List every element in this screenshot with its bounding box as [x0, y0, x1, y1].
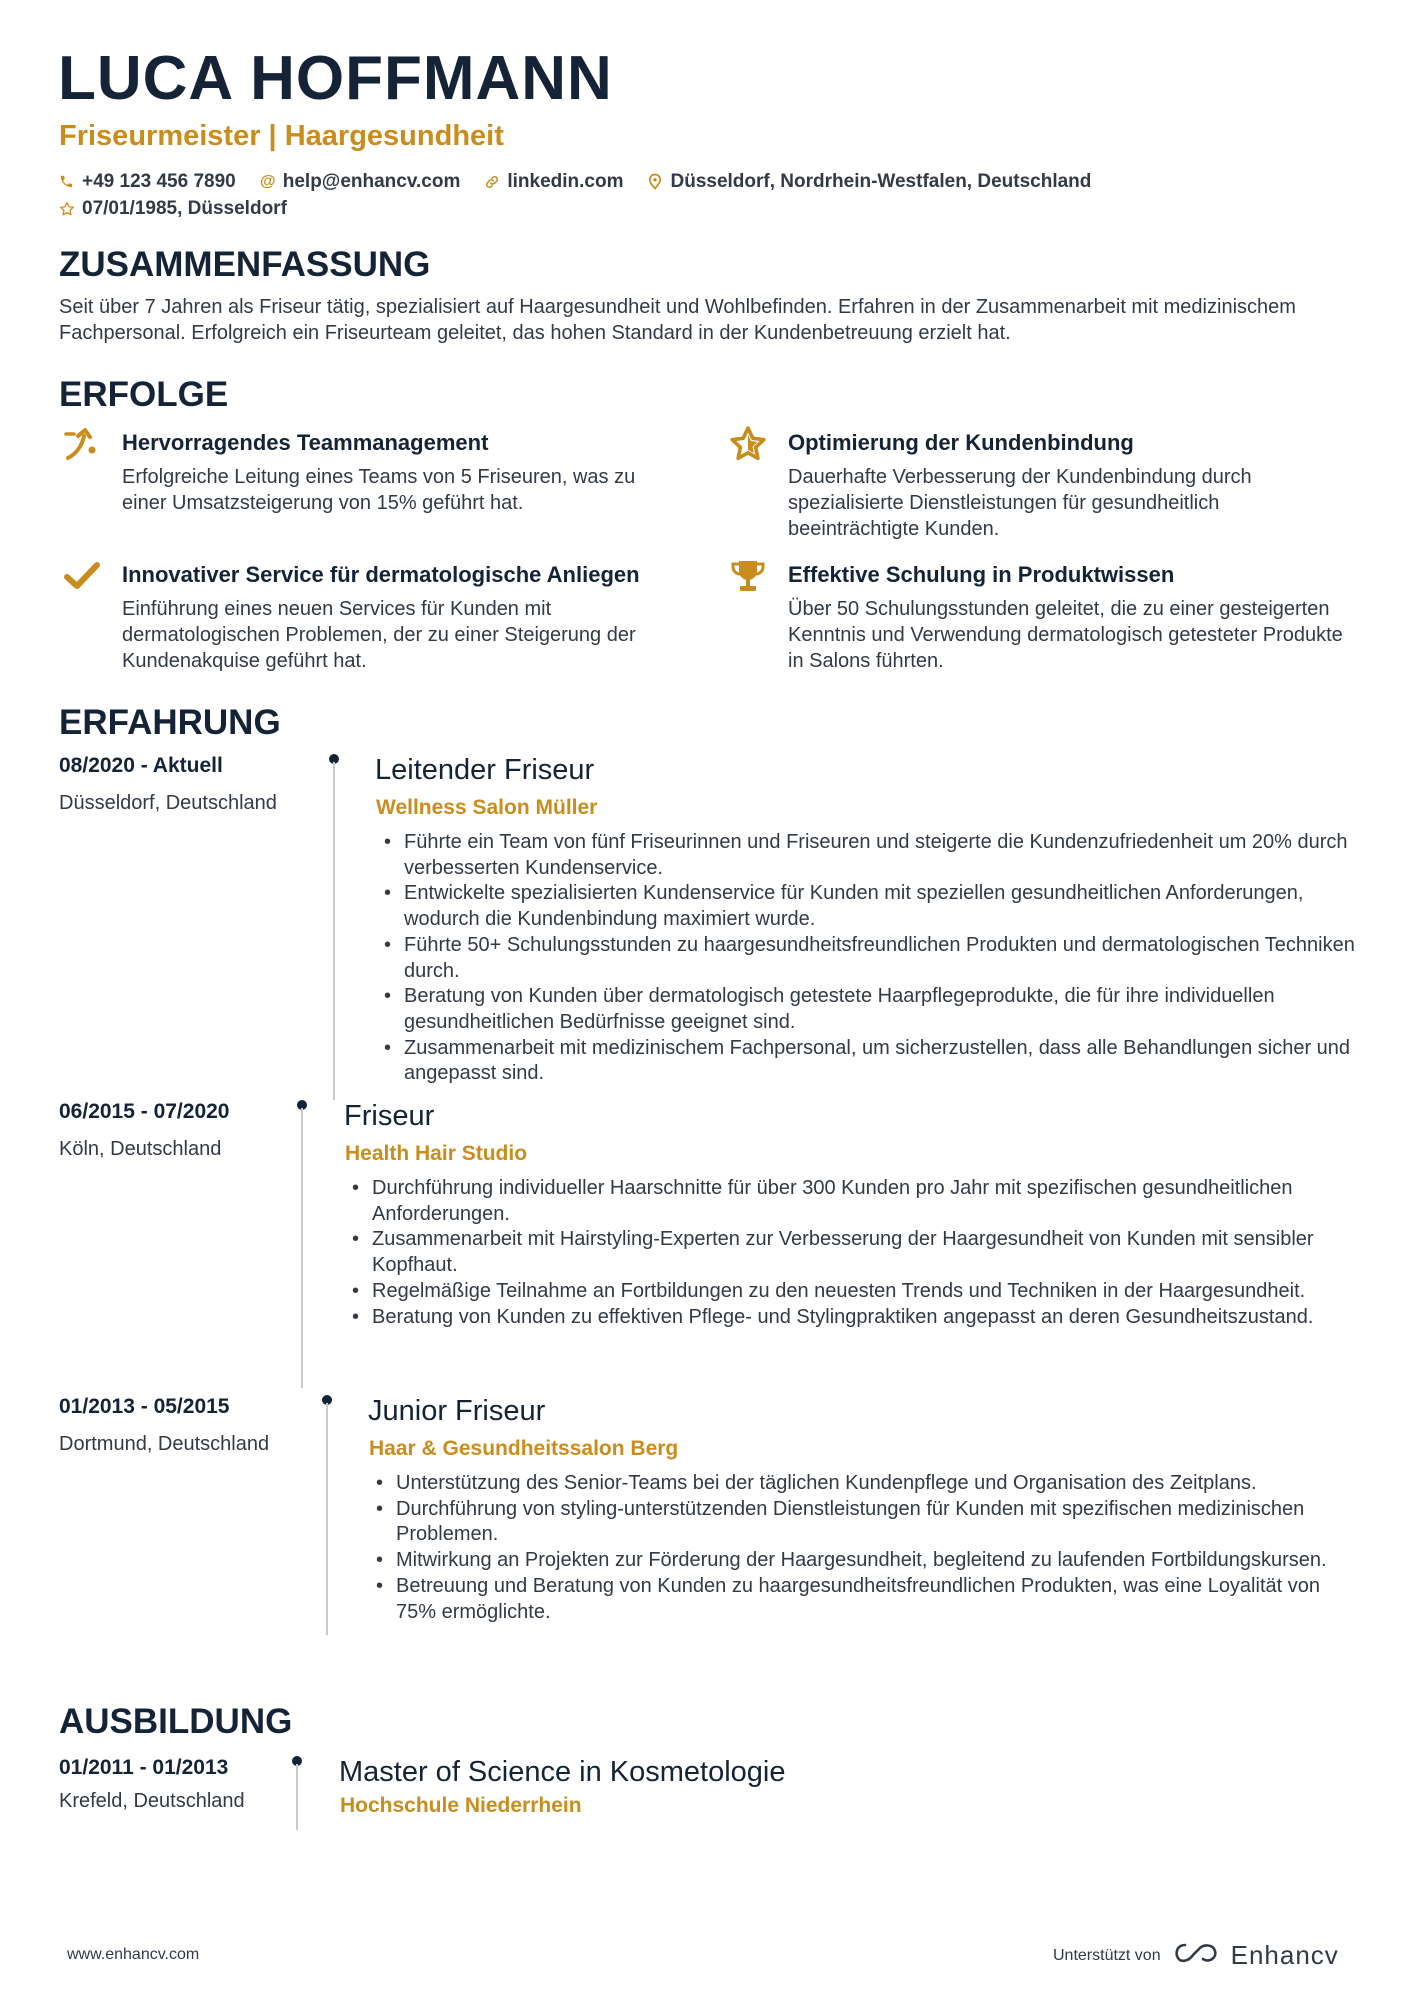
- education-school: Hochschule Niederrhein: [340, 1794, 582, 1817]
- experience-bullets: [376, 830, 1366, 1087]
- phone-icon: [59, 174, 75, 189]
- link-icon: [484, 174, 500, 190]
- powered-by-text: Unterstützt von: [1053, 1946, 1161, 1964]
- location-pin-icon: [648, 173, 664, 190]
- timeline-line: [296, 1764, 298, 1830]
- contact-email[interactable]: [260, 168, 461, 196]
- bullet-item: • Mitwirkung an Projekten zur Förderung der Haargesundheit, begleitend zu laufenden Fortbildungskursen.: [368, 1548, 1358, 1574]
- bullet-item: • Zusammenarbeit mit Hairstyling-Experten zur Verbesserung der Haargesundheit von Kunden mit sensibler Kopfhaut.: [344, 1227, 1354, 1278]
- experience-title: Leitender Friseur: [375, 754, 595, 786]
- candidate-role: Friseurmeister | Haargesundheit: [59, 120, 504, 152]
- achievement-text: Einführung eines neuen Services für Kunden mit dermatologischen Problemen, der zu einer Steigerung der Kundenakquise geführt hat.: [122, 598, 636, 672]
- contact-phone[interactable]: [59, 168, 236, 196]
- achievement-title: Innovativer Service für dermatologische Anliegen: [122, 562, 640, 587]
- contact-linkedin[interactable]: [484, 168, 623, 196]
- education-date: 01/2011 - 01/2013: [59, 1756, 229, 1779]
- achievement-title: Optimierung der Kundenbindung: [788, 430, 1134, 455]
- bullet-item: • Durchführung von styling-unterstützenden Dienstleistungen für Kunden mit spezifischen medizinischen Problemen.: [368, 1497, 1358, 1548]
- footer-website[interactable]: www.enhancv.com: [67, 1946, 200, 1963]
- bullet-item: • Zusammenarbeit mit medizinischem Fachpersonal, um sicherzustellen, dass alle Behandlungen sicher und angepasst sind.: [376, 1036, 1366, 1087]
- birth-text: 07/01/1985, Düsseldorf: [82, 197, 287, 219]
- contact-row-1: [59, 168, 1359, 195]
- enhancv-brand: Enhancv: [1230, 1940, 1339, 1970]
- contact-location: [648, 168, 1092, 196]
- bullet-item: • Beratung von Kunden zu effektiven Pflege- und Stylingpraktiken angepasst an deren Gesundheitszustand.: [344, 1305, 1354, 1331]
- experience-date: 01/2013 - 05/2015: [59, 1395, 230, 1418]
- timeline-line: [301, 1108, 303, 1388]
- education-location: Krefeld, Deutschland: [59, 1790, 245, 1812]
- experience-date: 06/2015 - 07/2020: [59, 1100, 230, 1123]
- contact-birth: [59, 195, 287, 223]
- bullet-item: • Unterstützung des Senior-Teams bei der täglichen Kundenpflege und Organisation des Zeitplans.: [368, 1471, 1358, 1497]
- email-text: help@enhancv.com: [282, 170, 461, 192]
- summary-heading: ZUSAMMENFASSUNG: [59, 245, 431, 284]
- experience-title: Junior Friseur: [368, 1395, 546, 1427]
- experience-location: Düsseldorf, Deutschland: [59, 792, 277, 814]
- education-degree: Master of Science in Kosmetologie: [339, 1756, 786, 1788]
- bullet-item: • Durchführung individueller Haarschnitte für über 300 Kunden pro Jahr mit spezifischen gesundheitlichen Anforderungen.: [344, 1176, 1354, 1227]
- star-icon: [728, 424, 768, 464]
- summary-text: Seit über 7 Jahren als Friseur tätig, spezialisiert auf Haargesundheit und Wohlbefinden. Erfahren in der Zusammenarbeit mit medizinischem Fachpersonal. Erfolgreich ein Friseurteam geleitet, das hohen Standard in der Kundenbetreuung erzielt hat.: [59, 296, 1296, 344]
- bullet-item: • Führte ein Team von fünf Friseurinnen und Friseuren und steigerte die Kundenzufriedenheit um 20% durch verbesserten Kundenservice.: [376, 830, 1366, 881]
- checkmark-icon: [62, 556, 102, 596]
- education-heading: AUSBILDUNG: [59, 1702, 293, 1741]
- bullet-item: • Beratung von Kunden über dermatologisch getestete Haarpflegeprodukte, die für ihre individuellen gesundheitlichen Bedürfnisse geeignet sind.: [376, 984, 1366, 1035]
- location-text: Düsseldorf, Nordrhein-Westfalen, Deutschland: [670, 170, 1092, 192]
- timeline-line: [333, 762, 335, 1100]
- contact-row-2: [59, 195, 1359, 222]
- star-outline-icon: [59, 201, 75, 217]
- bullet-item: • Entwickelte spezialisierten Kundenservice für Kunden mit speziellen gesundheitlichen Anforderungen, wodurch die Kundenbindung maximiert wurde.: [376, 881, 1366, 932]
- candidate-name: LUCA HOFFMANN: [58, 44, 613, 113]
- bullet-item: • Regelmäßige Teilnahme an Fortbildungen zu den neuesten Trends und Techniken in der Haargesundheit.: [344, 1279, 1354, 1305]
- at-icon: @: [259, 172, 276, 190]
- contact-info: [59, 168, 1359, 222]
- experience-company: Haar & Gesundheitssalon Berg: [369, 1437, 679, 1460]
- experience-location: Köln, Deutschland: [59, 1138, 222, 1160]
- phone-text: +49 123 456 7890: [82, 170, 236, 192]
- trophy-icon: [728, 556, 768, 596]
- bullet-item: • Betreuung und Beratung von Kunden zu haargesundheitsfreundlichen Produkten, was eine Loyalität von 75% ermöglichte.: [368, 1574, 1358, 1625]
- experience-date: 08/2020 - Aktuell: [59, 754, 223, 777]
- experience-location: Dortmund, Deutschland: [59, 1433, 270, 1455]
- growth-arrow-icon: [62, 424, 102, 464]
- experience-heading: ERFAHRUNG: [59, 703, 281, 742]
- achievements-heading: ERFOLGE: [59, 375, 229, 414]
- experience-title: Friseur: [344, 1100, 435, 1132]
- achievement-text: Dauerhafte Verbesserung der Kundenbindung durch spezialisierte Dienstleistungen für gesundheitlich beeinträchtigte Kunden.: [788, 466, 1252, 540]
- experience-company: Health Hair Studio: [345, 1142, 528, 1165]
- linkedin-text: linkedin.com: [507, 170, 624, 192]
- timeline-line: [326, 1403, 328, 1635]
- footer-branding: [1053, 1940, 1339, 1971]
- enhancv-logo-icon: [1173, 1941, 1219, 1970]
- experience-company: Wellness Salon Müller: [376, 796, 598, 819]
- achievement-text: Erfolgreiche Leitung eines Teams von 5 Friseuren, was zu einer Umsatzsteigerung von 15% geführt hat.: [122, 466, 636, 514]
- experience-bullets: [344, 1176, 1354, 1330]
- achievement-title: Hervorragendes Teammanagement: [122, 430, 489, 455]
- bullet-item: • Führte 50+ Schulungsstunden zu haargesundheitsfreundlichen Produkten und dermatologischen Techniken durch.: [376, 933, 1366, 984]
- achievement-text: Über 50 Schulungsstunden geleitet, die zu einer gesteigerten Kenntnis und Verwendung dermatologisch getesteter Produkte in Salons führten.: [788, 598, 1343, 672]
- achievement-title: Effektive Schulung in Produktwissen: [788, 562, 1175, 587]
- experience-bullets: [368, 1471, 1358, 1625]
